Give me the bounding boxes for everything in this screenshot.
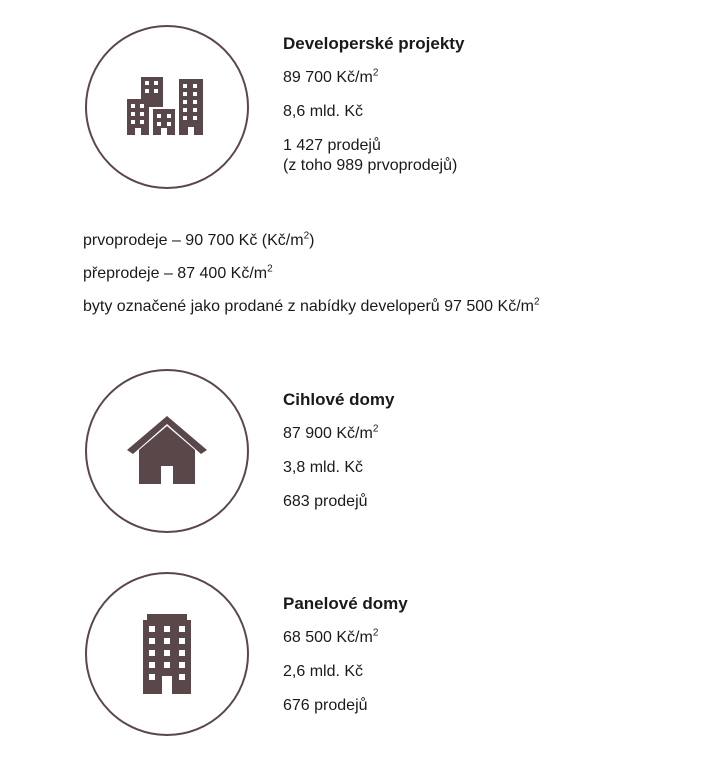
- brick-sales: 683 prodejů: [283, 493, 368, 510]
- panel-volume: 2,6 mld. Kč: [283, 663, 364, 680]
- panel-houses-title: Panelové domy: [283, 594, 408, 613]
- developer-projects-circle: [85, 25, 249, 189]
- city-buildings-icon: [127, 77, 207, 137]
- brick-volume: 3,8 mld. Kč: [283, 459, 364, 476]
- brick-houses-title: Cihlové domy: [283, 390, 395, 409]
- developer-projects-info: [283, 34, 464, 190]
- panel-sales: 676 prodejů: [283, 697, 368, 714]
- apartment-block-icon: [139, 614, 195, 694]
- price-notes: [83, 231, 540, 330]
- panel-price: 68 500 $Kč/m^2$: [283, 627, 379, 646]
- developer-sales-note: (z toho 989 prvoprodejů): [283, 157, 458, 174]
- panel-houses-circle: [85, 572, 249, 736]
- resales-note: přeprodeje – 87 400 $Kč/m^2$: [83, 263, 273, 282]
- developer-sales: 1 427 prodejů: [283, 137, 381, 154]
- brick-price: 87 900 $Kč/m^2$: [283, 423, 379, 442]
- house-icon: [127, 416, 207, 486]
- brick-houses-info: [283, 390, 394, 526]
- sold-offers-note: byty označené jako prodané z nabídky developerů 97 500 $Kč/m^2$: [83, 296, 540, 315]
- brick-houses-circle: [85, 369, 249, 533]
- developer-volume: 8,6 mld. Kč: [283, 103, 364, 120]
- first-sales-note: prvoprodeje – 90 700 Kč $(Kč/m^2)$: [83, 230, 315, 249]
- developer-projects-title: Developerské projekty: [283, 34, 465, 53]
- developer-price: 89 700 $Kč/m^2$: [283, 67, 379, 86]
- panel-houses-info: [283, 594, 408, 730]
